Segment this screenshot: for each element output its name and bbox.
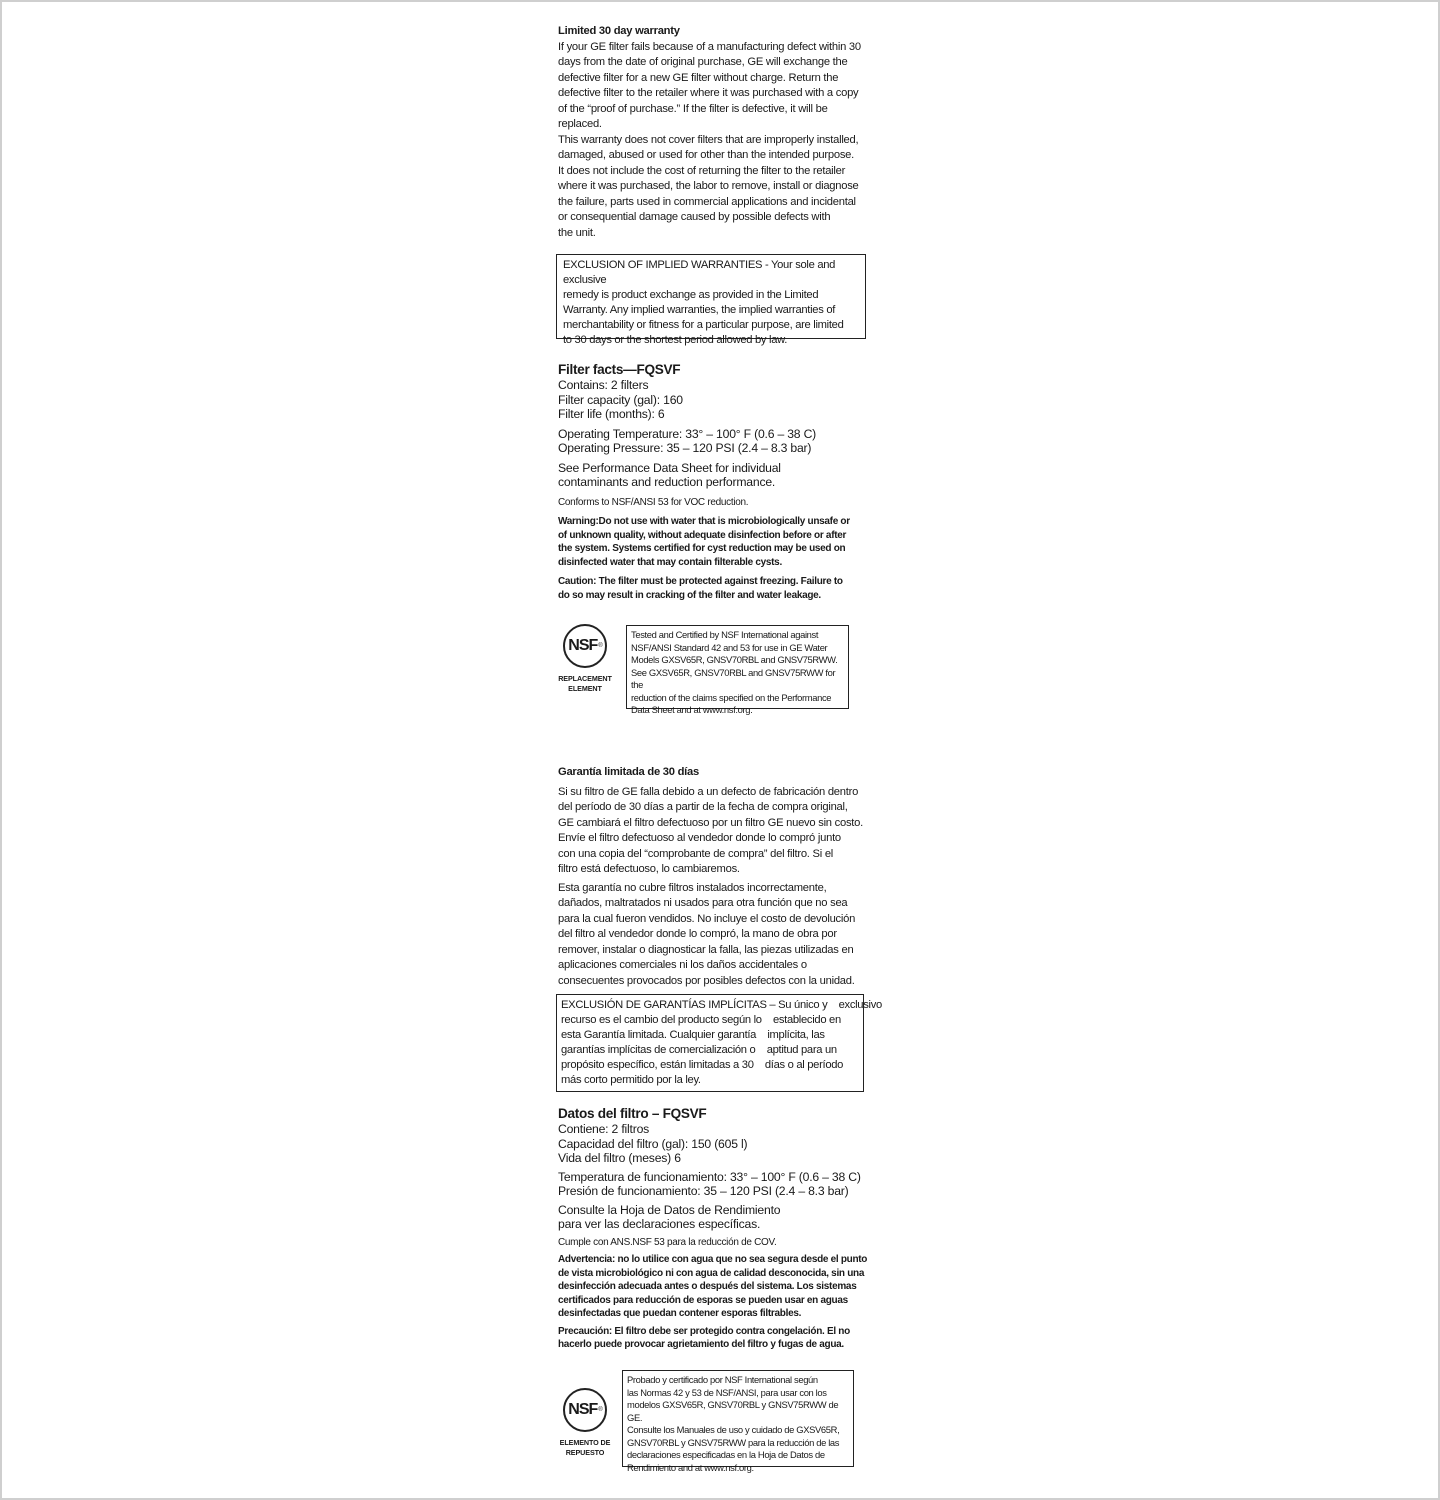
text-line: Contiene: 2 filtros [558, 1122, 650, 1136]
es-conforms: Cumple con ANS.NSF 53 para la reducción de COV. [558, 1236, 777, 1248]
text-line: the unit. [558, 226, 596, 239]
es-facts-group1 [558, 1122, 868, 1166]
text-line: esta Garantía limitada. Cualquier garantía implícita, las [561, 1029, 825, 1041]
text-line: REPUESTO [565, 1447, 605, 1457]
text-line: Vida del filtro (meses) 6 [558, 1151, 681, 1165]
text-line: EXCLUSION OF IMPLIED WARRANTIES - Your sole and exclusive [563, 259, 836, 286]
text-line: disinfected water that may contain filterable cysts. [558, 556, 782, 568]
text-line: modelos GXSV65R, GNSV70RBL y GNSV75RWW de GE. [627, 1399, 839, 1423]
text-line: Filter life (months): 6 [558, 407, 665, 421]
nsf-seal-icon: NSF ® [563, 1388, 607, 1432]
text-line: Presión de funcionamiento: 35 – 120 PSI (2.4 – 8.3 bar) [558, 1184, 849, 1198]
text-line: del período de 30 días a partir de la fecha de compra original, [558, 801, 848, 813]
text-line: para ver las declaraciones específicas. [558, 1217, 761, 1231]
text-line: EXCLUSIÓN DE GARANTÍAS IMPLÍCITAS – Su único y exclusivo [561, 999, 882, 1011]
en-exclusion-box [556, 254, 866, 346]
en-nsf-text [631, 629, 844, 717]
text-line: Si su filtro de GE falla debido a un defecto de fabricación dentro [558, 785, 859, 798]
text-line: certificados para reducción de esporas se pueden usar en aguas [558, 1294, 848, 1306]
text-line: recurso es el cambio del producto según lo establecido en [561, 1014, 841, 1026]
es-nsf-caption [558, 1438, 612, 1457]
text-line: Models GXSV65R, GNSV70RBL and GNSV75RWW. [631, 654, 838, 665]
text-line: del filtro al vendedor donde lo compró, la mano de obra por [558, 928, 837, 940]
text-line: Envíe el filtro defectuoso al vendedor donde lo compró junto [558, 832, 841, 844]
text-line: ELEMENT [568, 683, 602, 693]
text-line: garantías implícitas de comercialización o aptitud para un [561, 1044, 837, 1056]
text-line: declaraciones especificadas en la Hoja de Datos de [627, 1449, 825, 1460]
text-line: contaminants and reduction performance. [558, 475, 776, 489]
en-warranty-body [558, 40, 868, 242]
nsf-seal-icon: NSF ® [563, 624, 607, 668]
text-line: merchantability or fitness for a particular purpose, are limited [563, 319, 844, 331]
text-line: para la cual fueron vendidos. No incluye el costo de devolución [558, 912, 856, 925]
text-line: reduction of the claims specified on the Performance [631, 691, 832, 703]
text-line: Tested and Certified by NSF International against [631, 629, 819, 640]
text-line: Operating Pressure: 35 – 120 PSI (2.4 – 8.3 bar) [558, 441, 812, 455]
text-line: Caution: The filter must be protected against freezing. Failure to [558, 576, 843, 587]
text-line: Capacidad del filtro (gal): 150 (605 l) [558, 1136, 748, 1151]
text-line: the system. Systems certified for cyst reduction may be used on [558, 543, 846, 554]
es-caution [558, 1325, 868, 1352]
text-line: Filter capacity (gal): 160 [558, 392, 683, 407]
text-line: Probado y certificado por NSF International según [627, 1374, 818, 1385]
text-line: NSF/ANSI Standard 42 and 53 for use in GE Water [631, 641, 828, 653]
text-line: It does not include the cost of returning the filter to the retailer [558, 164, 846, 177]
en-conforms: Conforms to NSF/ANSI 53 for VOC reduction. [558, 496, 749, 508]
text-line: where it was purchased, the labor to remove, install or diagnose [558, 180, 859, 192]
text-line: Temperatura de funcionamiento: 33° – 100° F (0.6 – 38 C) [558, 1169, 861, 1184]
es-facts-group2 [558, 1170, 868, 1199]
en-nsf-caption [558, 674, 612, 693]
text-line: This warranty does not cover filters that are improperly installed, [558, 133, 859, 146]
text-line: days from the date of original purchase, GE will exchange the [558, 56, 848, 68]
text-line: Data Sheet and at www.nsf.org. [631, 704, 753, 715]
text-line: con una copia del “comprobante de compra” del filtro. Si el [558, 847, 834, 860]
en-exclusion-text [563, 258, 859, 348]
en-facts-group1 [558, 378, 868, 422]
text-line: replaced. [558, 118, 602, 130]
es-warranty-section [558, 765, 868, 989]
es-nsf-certification-box [622, 1370, 854, 1473]
es-facts-group3 [558, 1203, 868, 1232]
text-line: REPLACEMENT [558, 674, 612, 683]
text-line: defective filter for a new GE filter without charge. Return the [558, 71, 839, 84]
es-nsf-logo [558, 1388, 612, 1457]
text-line: Rendimiento and at www.nsf.org. [627, 1461, 754, 1473]
text-line: Operating Temperature: 33° – 100° F (0.6 – 38 C) [558, 426, 817, 441]
text-line: remedy is product exchange as provided in the Limited [563, 289, 819, 301]
es-warning [558, 1253, 868, 1321]
text-line: hacerlo puede provocar agrietamiento del filtro y fugas de agua. [558, 1339, 844, 1350]
es-exclusion-text [561, 998, 882, 1088]
text-line: of the “proof of purchase.” If the filter is defective, it will be [558, 102, 828, 115]
text-line: the failure, parts used in commercial applications and incidental [558, 195, 856, 208]
en-warranty-section [558, 24, 868, 241]
en-nsf-certification-box [626, 625, 849, 715]
text-line: or consequential damage caused by possible defects with [558, 211, 831, 223]
text-line: damaged, abused or used for other than the intended purpose. [558, 149, 854, 161]
text-line: ELEMENTO DE [559, 1438, 611, 1447]
text-line: aplicaciones comerciales ni los daños accidentales o [558, 959, 807, 971]
es-nsf-text [627, 1374, 849, 1474]
text-line: Contains: 2 filters [558, 378, 649, 392]
en-facts-group3 [558, 461, 868, 490]
text-line: Precaución: El filtro debe ser protegido contra congelación. El no [558, 1325, 850, 1337]
text-line: desinfección adecuada antes o después del sistema. Los sistemas [558, 1281, 857, 1292]
en-warning [558, 515, 868, 569]
text-line: do so may result in cracking of the filter and water leakage. [558, 589, 821, 601]
es-facts-title: Datos del filtro – FQSVF [558, 1106, 707, 1121]
text-line: propósito específico, están limitadas a 30 días o al período [561, 1059, 844, 1071]
es-exclusion-box [556, 994, 882, 1092]
text-line: See Performance Data Sheet for individual [558, 460, 781, 475]
es-warranty-title: Garantía limitada de 30 días [558, 766, 699, 778]
text-line: defective filter to the retailer where it was purchased with a copy [558, 87, 859, 99]
text-line: GNSV70RBL y GNSV75RWW para la reducción de las [627, 1436, 840, 1448]
text-line: See GXSV65R, GNSV70RBL and GNSV75RWW for the [631, 666, 836, 690]
es-warranty-p2 [558, 881, 868, 990]
text-line: consecuentes provocados por posibles defectos con la unidad. [558, 974, 855, 987]
text-line: filtro está defectuoso, lo cambiaremos. [558, 863, 740, 875]
text-line: Esta garantía no cubre filtros instalados incorrectamente, [558, 881, 827, 894]
es-warranty-p1 [558, 785, 868, 878]
en-filter-facts [558, 362, 868, 602]
text-line: If your GE filter fails because of a manufacturing defect within 30 [558, 40, 861, 53]
text-line: dañados, maltratados ni usados para otra función que no sea [558, 897, 848, 909]
text-line: las Normas 42 y 53 de NSF/ANSI, para usar con los [627, 1386, 827, 1398]
en-facts-group2 [558, 427, 868, 456]
en-facts-title: Filter facts—FQSVF [558, 362, 681, 377]
text-line: Warning:Do not use with water that is microbiologically unsafe or [558, 516, 850, 527]
text-line: of unknown quality, without adequate disinfection before or after [558, 529, 847, 541]
text-line: remover, instalar o diagnosticar la falla, las piezas utilizadas en [558, 943, 854, 956]
text-line: de vista microbiológico ni con agua de calidad desconocida, sin una [558, 1267, 865, 1279]
text-line: Advertencia: no lo utilice con agua que no sea segura desde el punto [558, 1254, 868, 1265]
text-line: GE cambiará el filtro defectuoso por un filtro GE nuevo sin costo. [558, 816, 863, 829]
en-nsf-logo [558, 624, 612, 693]
text-line: to 30 days or the shortest period allowed by law. [563, 334, 788, 346]
text-line: Warranty. Any implied warranties, the implied warranties of [563, 304, 836, 316]
es-filter-facts [558, 1106, 868, 1352]
en-warranty-title: Limited 30 day warranty [558, 25, 680, 37]
en-caution [558, 575, 868, 602]
text-line: más corto permitido por la ley. [561, 1074, 701, 1086]
text-line: Consulte los Manuales de uso y cuidado de GXSV65R, [627, 1424, 840, 1435]
text-line: Consulte la Hoja de Datos de Rendimiento [558, 1202, 781, 1217]
text-line: desinfectadas que puedan contener esporas filtrables. [558, 1308, 802, 1319]
